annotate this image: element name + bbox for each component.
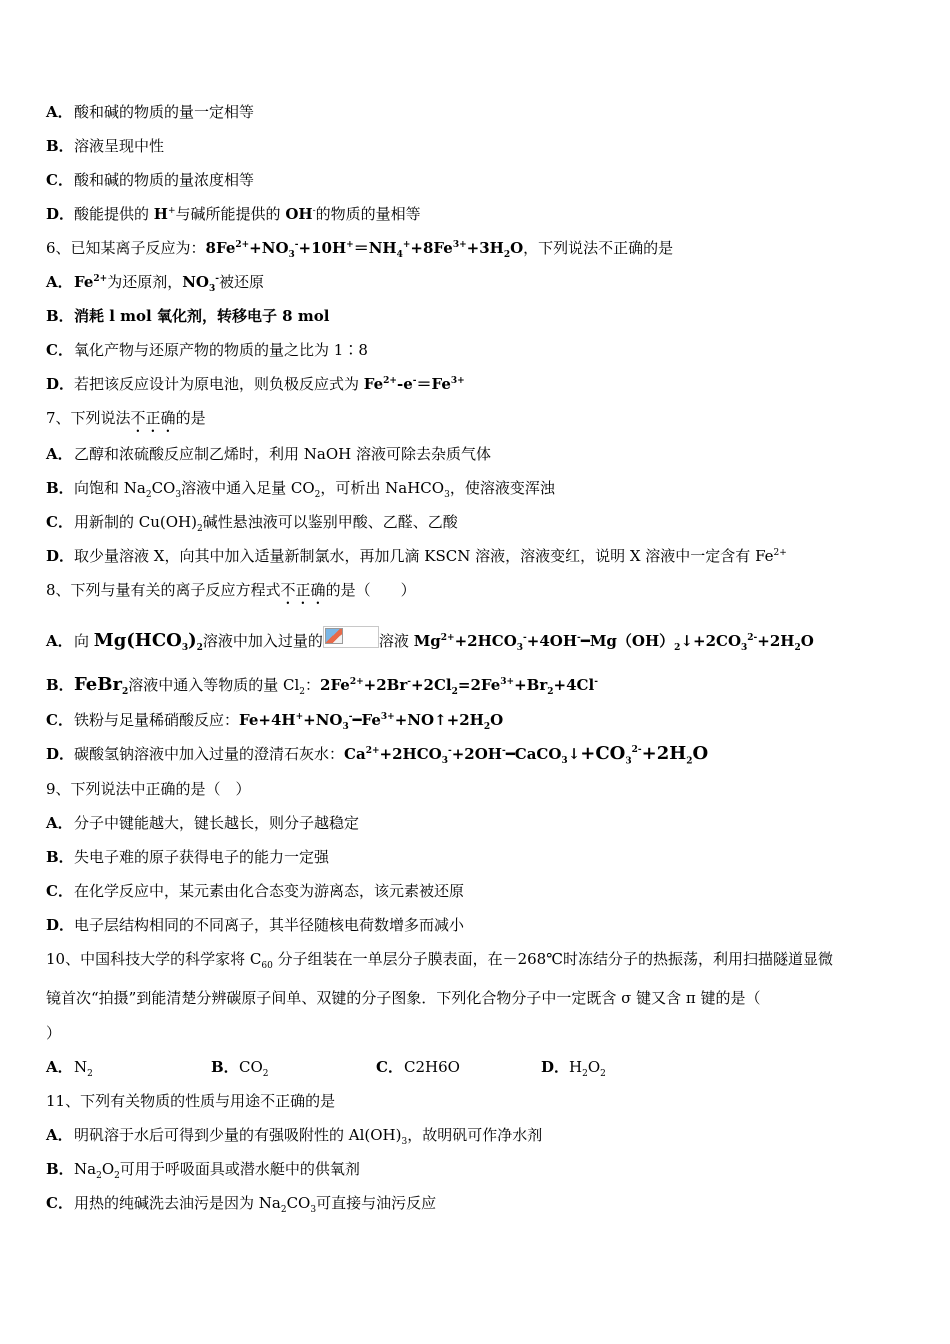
option-text: 溶液呈现中性 (74, 137, 165, 155)
q5-option-c (46, 169, 920, 191)
q10-stem-line1: 10、中国科技大学的科学家将 $C_{60}$ 分子组装在一单层分子膜表面，在－268℃时冻结分子的热振荡，利用扫描隧道显微 (46, 950, 833, 971)
q10-options (46, 1056, 920, 1078)
q11-stem: 11、下列有关物质的性质与用途不正确的是 (46, 1092, 336, 1110)
option-label: B． (46, 137, 74, 155)
q9-option-a: A．分子中键能越大，键长越长，则分子越稳定 (46, 814, 360, 832)
option-label: A． (46, 103, 73, 121)
q8-option-a: A．向 $Mg(HCO_3)_2$溶液中加入过量的 溶液 $Mg^{2+}+2HCO_3^-+4OH^-━Mg(OH)_2↓+2CO_3^{2-}+2H_2O$ (46, 626, 920, 652)
q6-option-c: C．氧化产物与还原产物的物质的量之比为 1∶8 (46, 341, 368, 359)
q8-stem: 8、下列与量有关的离子反应方程式不正确的是（ ） (46, 581, 416, 599)
q7-option-b: B．向饱和 $Na_2CO_3$溶液中通入足量 $CO_2$，可析出 NaHCO$_3$，使溶液变浑浊 (46, 479, 555, 500)
q11-option-b: B．$Na_2O_2$可用于呼吸面具或潜水艇中的供氧剂 (46, 1160, 360, 1181)
q10-stem-line3: ） (46, 1024, 62, 1042)
q7-option-d: D．取少量溶液 X，向其中加入适量新制氯水，再加几滴 KSCN 溶液，溶液变红，说明 X 溶液中一定含有 $Fe^{2+}$ (46, 547, 787, 565)
option-text: 酸和碱的物质的量一定相等 (74, 103, 255, 121)
broken-image-icon (323, 626, 379, 648)
q7-stem: 7、下列说法不正确的是 (46, 409, 206, 427)
q10-option-d: D．$H_2O_2$ (541, 1058, 606, 1079)
q9-option-d: D．电子层结构相同的不同离子，其半径随核电荷数增多而减小 (46, 916, 465, 934)
q5-option-d: D．酸能提供的 H+与碱所能提供的 OH-的物质的量相等 (46, 205, 421, 223)
q6-option-a: A．$Fe^{2+}$为还原剂，$NO_3^-$被还原 (46, 273, 265, 294)
q6-option-b: B．消耗 l mol 氧化剂，转移电子 8 mol (46, 307, 330, 325)
q9-option-b: B．失电子难的原子获得电子的能力一定强 (46, 848, 330, 866)
q11-option-a: A．明矾溶于水后可得到少量的有强吸附性的 $Al(OH)_3$，故明矾可作净水剂 (46, 1126, 543, 1147)
option-text: 酸和碱的物质的量浓度相等 (74, 171, 255, 189)
q9-stem: 9、下列说法中正确的是（ ） (46, 780, 251, 798)
q10-option-b: B．$CO_2$ (211, 1058, 269, 1079)
q10-option-c: C．C2H6O (376, 1058, 460, 1076)
q5-option-b (46, 135, 920, 157)
q7-option-a: A．乙醇和浓硫酸反应制乙烯时，利用 NaOH 溶液可除去杂质气体 (46, 445, 491, 463)
q8-option-d: D．碳酸氢钠溶液中加入过量的澄清石灰水：$Ca^{2+}+2HCO_3^-+2OH^-━CaCO_3↓+CO_3^{2-}+2H_2O$ (46, 743, 709, 767)
q9-option-c: C．在化学反应中，某元素由化合态变为游离态，该元素被还原 (46, 882, 465, 900)
q10-option-a: A．$N_2$ (46, 1058, 93, 1079)
q5-option-a (46, 101, 920, 123)
q6-stem: 6、已知某离子反应为：$8Fe^{2+}+NO_3^-+10H^+=NH_4^++8Fe^{3+}+3H_2O$，下列说法不正确的是 (46, 239, 674, 260)
q8-option-b: B．FeBr$_2$溶液中通入等物质的量 $Cl_2$：$2Fe^{2+}+2Br^-+2Cl_2=2Fe^{3+}+Br_2+4Cl^-$ (46, 674, 598, 697)
option-label: D． (46, 205, 75, 223)
q11-option-c: C．用热的纯碱洗去油污是因为 $Na_2CO_3$可直接与油污反应 (46, 1194, 437, 1215)
q10-stem-line2: 镜首次“拍摄”到能清楚分辨碳原子间单、双键的分子图象．下列化合物分子中一定既含 σ 键又含 π 键的是（ (46, 989, 761, 1007)
q7-option-c: C．用新制的 $Cu(OH)_2$碱性悬浊液可以鉴别甲酸、乙醛、乙酸 (46, 513, 458, 534)
q6-option-d: D．若把该反应设计为原电池，则负极反应式为 $Fe^{2+}-e^-=Fe^{3+}$ (46, 375, 465, 393)
q8-option-c: C．铁粉与足量稀硝酸反应：$Fe+4H^++NO_3^-━Fe^{3+}+NO↑+2H_2O$ (46, 711, 504, 732)
q6-equation: $8Fe^{2+}+NO_3^-+10H^+=NH_4^++8Fe^{3+}+3H_2O$ (205, 239, 524, 260)
option-label: C． (46, 171, 73, 189)
